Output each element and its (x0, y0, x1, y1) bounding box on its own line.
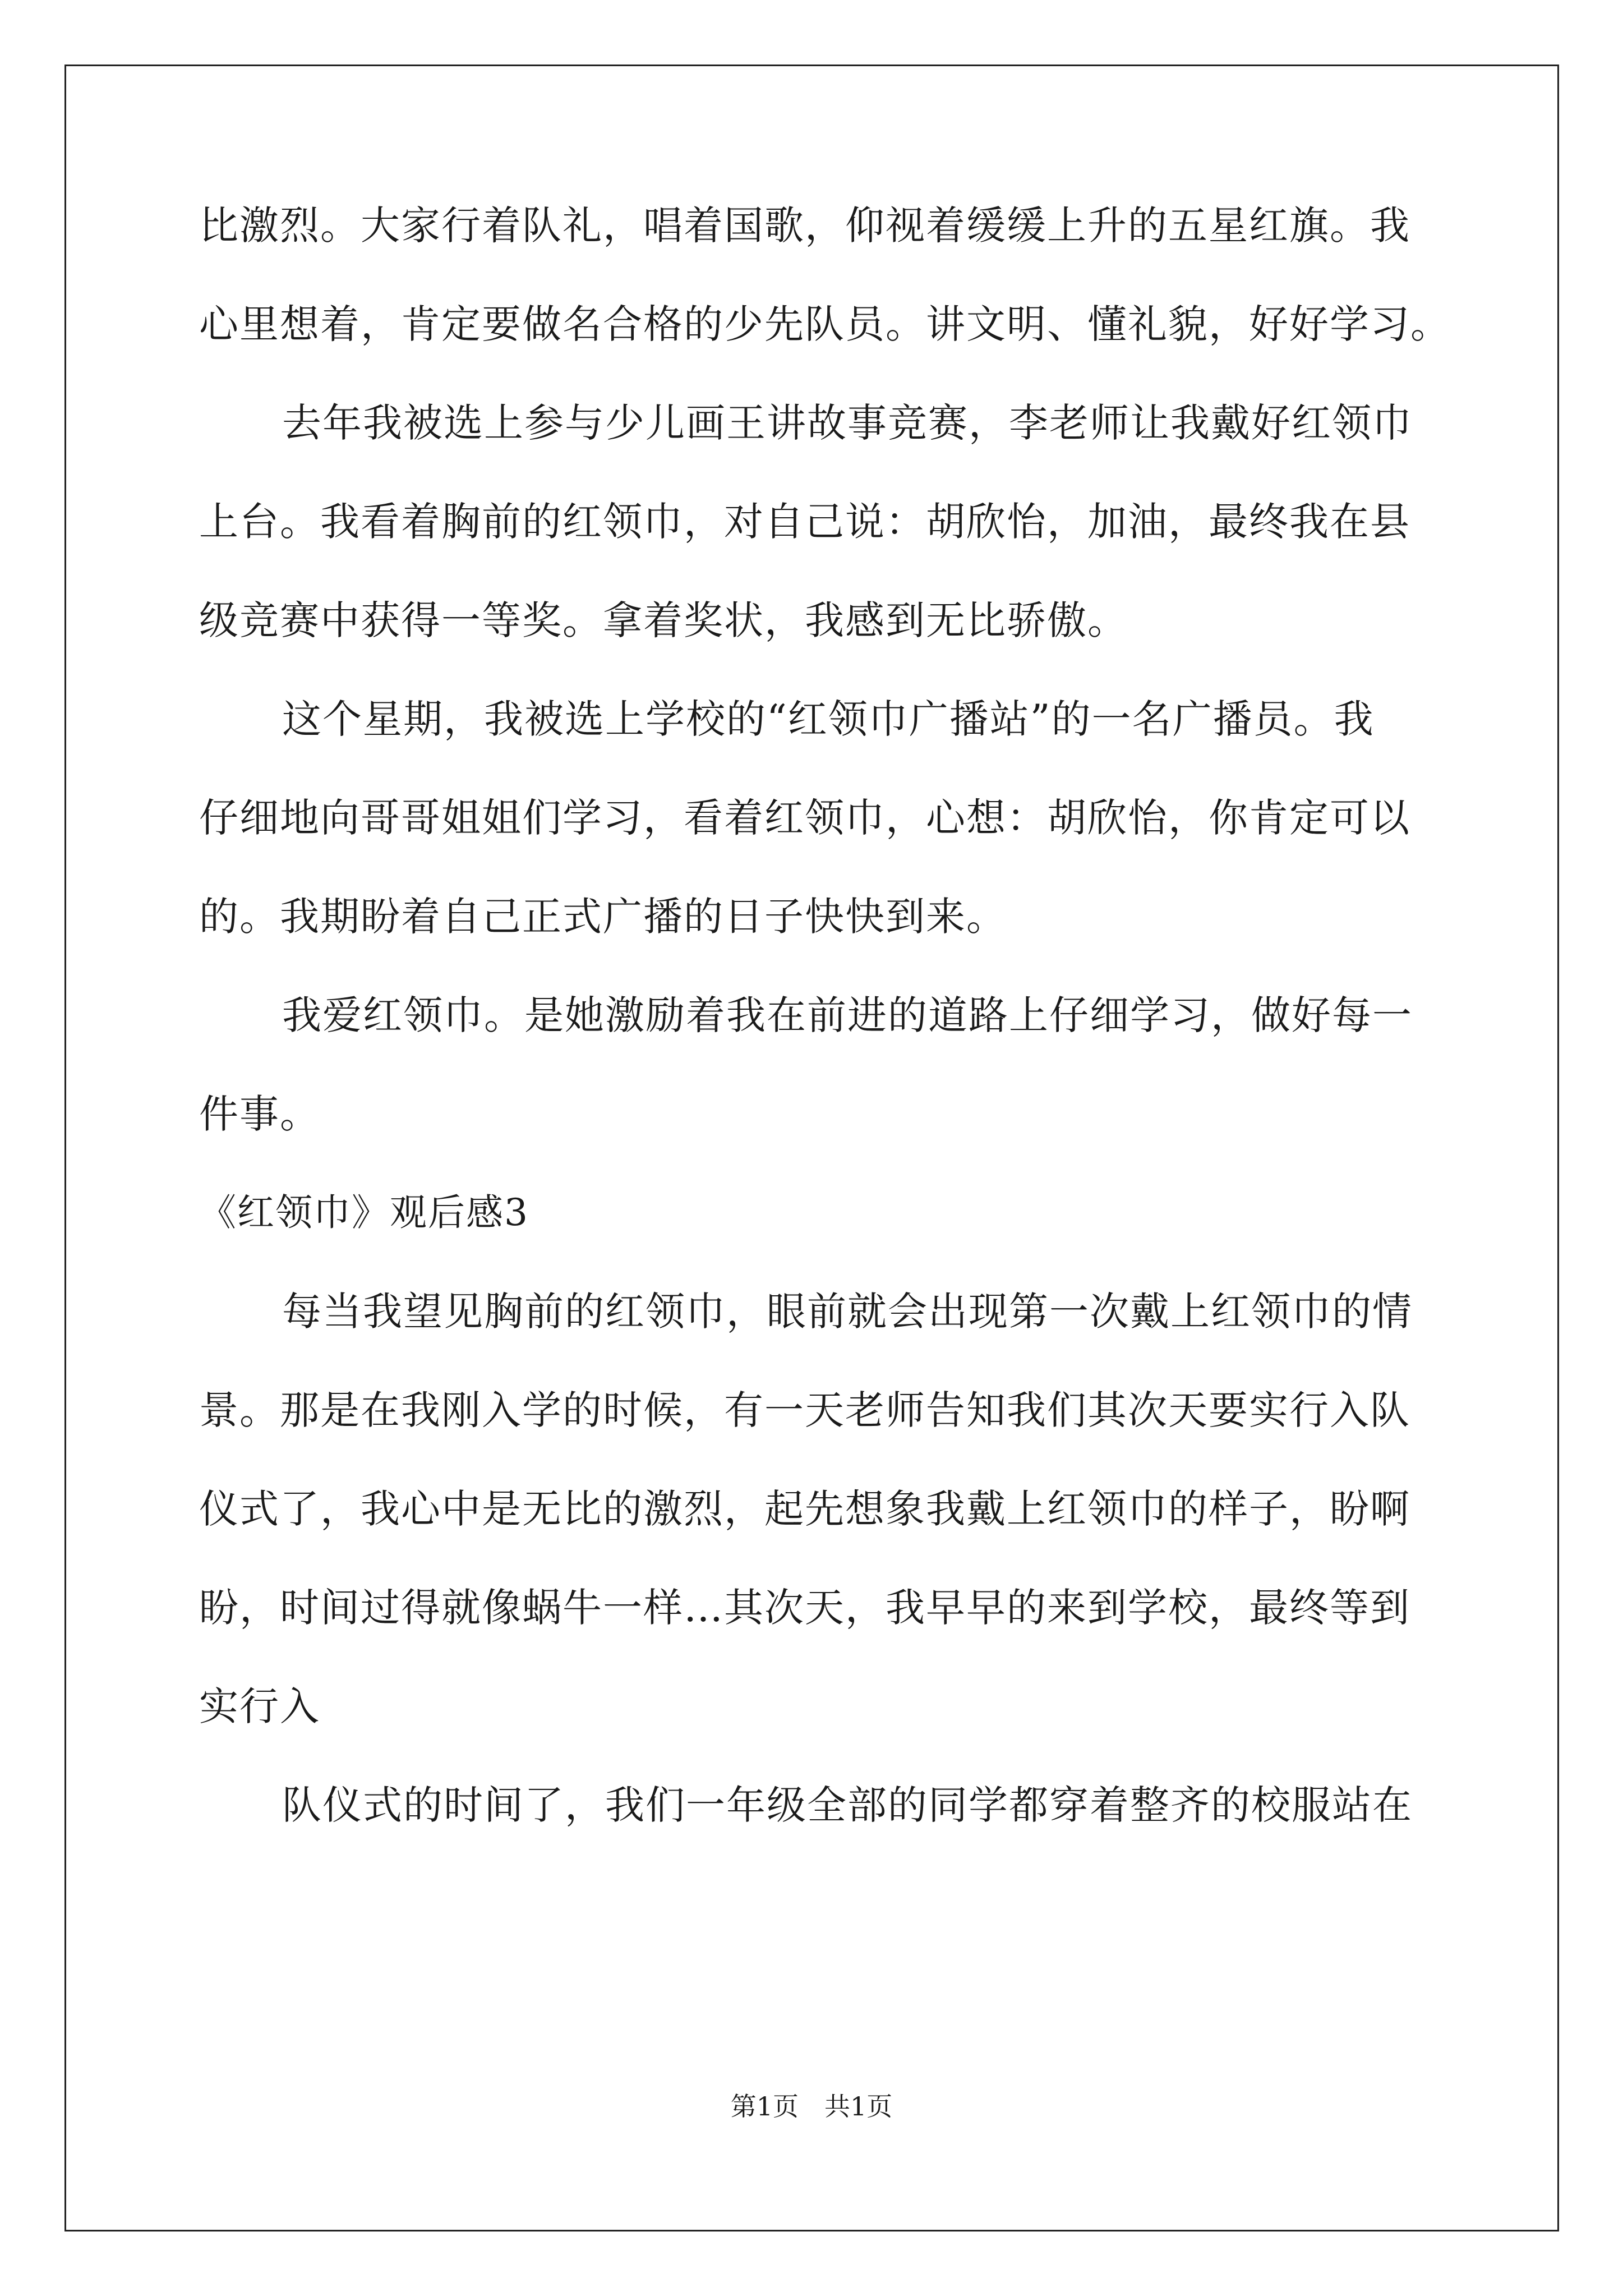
text-line: 队仪式的时间了，我们一年级全部的同学都穿着整齐的校服站在 (282, 1782, 1413, 1828)
text-line: 上台。我看着胸前的红领巾，对自己说：胡欣怡，加油，最终我在县 (199, 499, 1410, 545)
text-line: 这个星期，我被选上学校的“红领巾广播站”的一名广播员。我 (282, 696, 1375, 742)
text-line: 比激烈。大家行着队礼，唱着国歌，仰视着缓缓上升的五星红旗。我 (199, 203, 1410, 249)
text-line: 的。我期盼着自己正式广播的日子快快到来。 (199, 894, 1007, 940)
text-line: 仔细地向哥哥姐姐们学习，看着红领巾，心想：胡欣怡，你肯定可以 (199, 795, 1410, 841)
text-line: 仪式了，我心中是无比的激烈，起先想象我戴上红领巾的样子，盼啊 (199, 1486, 1410, 1532)
section-heading: 《红领巾》观后感3 (199, 1191, 529, 1234)
text-line: 景。那是在我刚入学的时候，有一天老师告知我们其次天要实行入队 (199, 1387, 1410, 1433)
text-line: 去年我被选上参与少儿画王讲故事竞赛，李老师让我戴好红领巾 (282, 400, 1413, 446)
page-number-footer: 第1页 共1页 (730, 2091, 893, 2122)
text-line: 盼，时间过得就像蜗牛一样…其次天，我早早的来到学校，最终等到 (199, 1585, 1410, 1631)
page-border (64, 65, 1559, 2231)
text-line: 我爱红领巾。是她激励着我在前进的道路上仔细学习，做好每一 (282, 992, 1413, 1038)
text-line: 实行入 (199, 1683, 320, 1729)
text-line: 每当我望见胸前的红领巾，眼前就会出现第一次戴上红领巾的情 (282, 1289, 1413, 1335)
text-line: 级竞赛中获得一等奖。拿着奖状，我感到无比骄傲。 (199, 597, 1128, 643)
text-line: 心里想着，肯定要做名合格的少先队员。讲文明、懂礼貌，好好学习。 (199, 301, 1451, 347)
text-line: 件事。 (199, 1091, 320, 1137)
